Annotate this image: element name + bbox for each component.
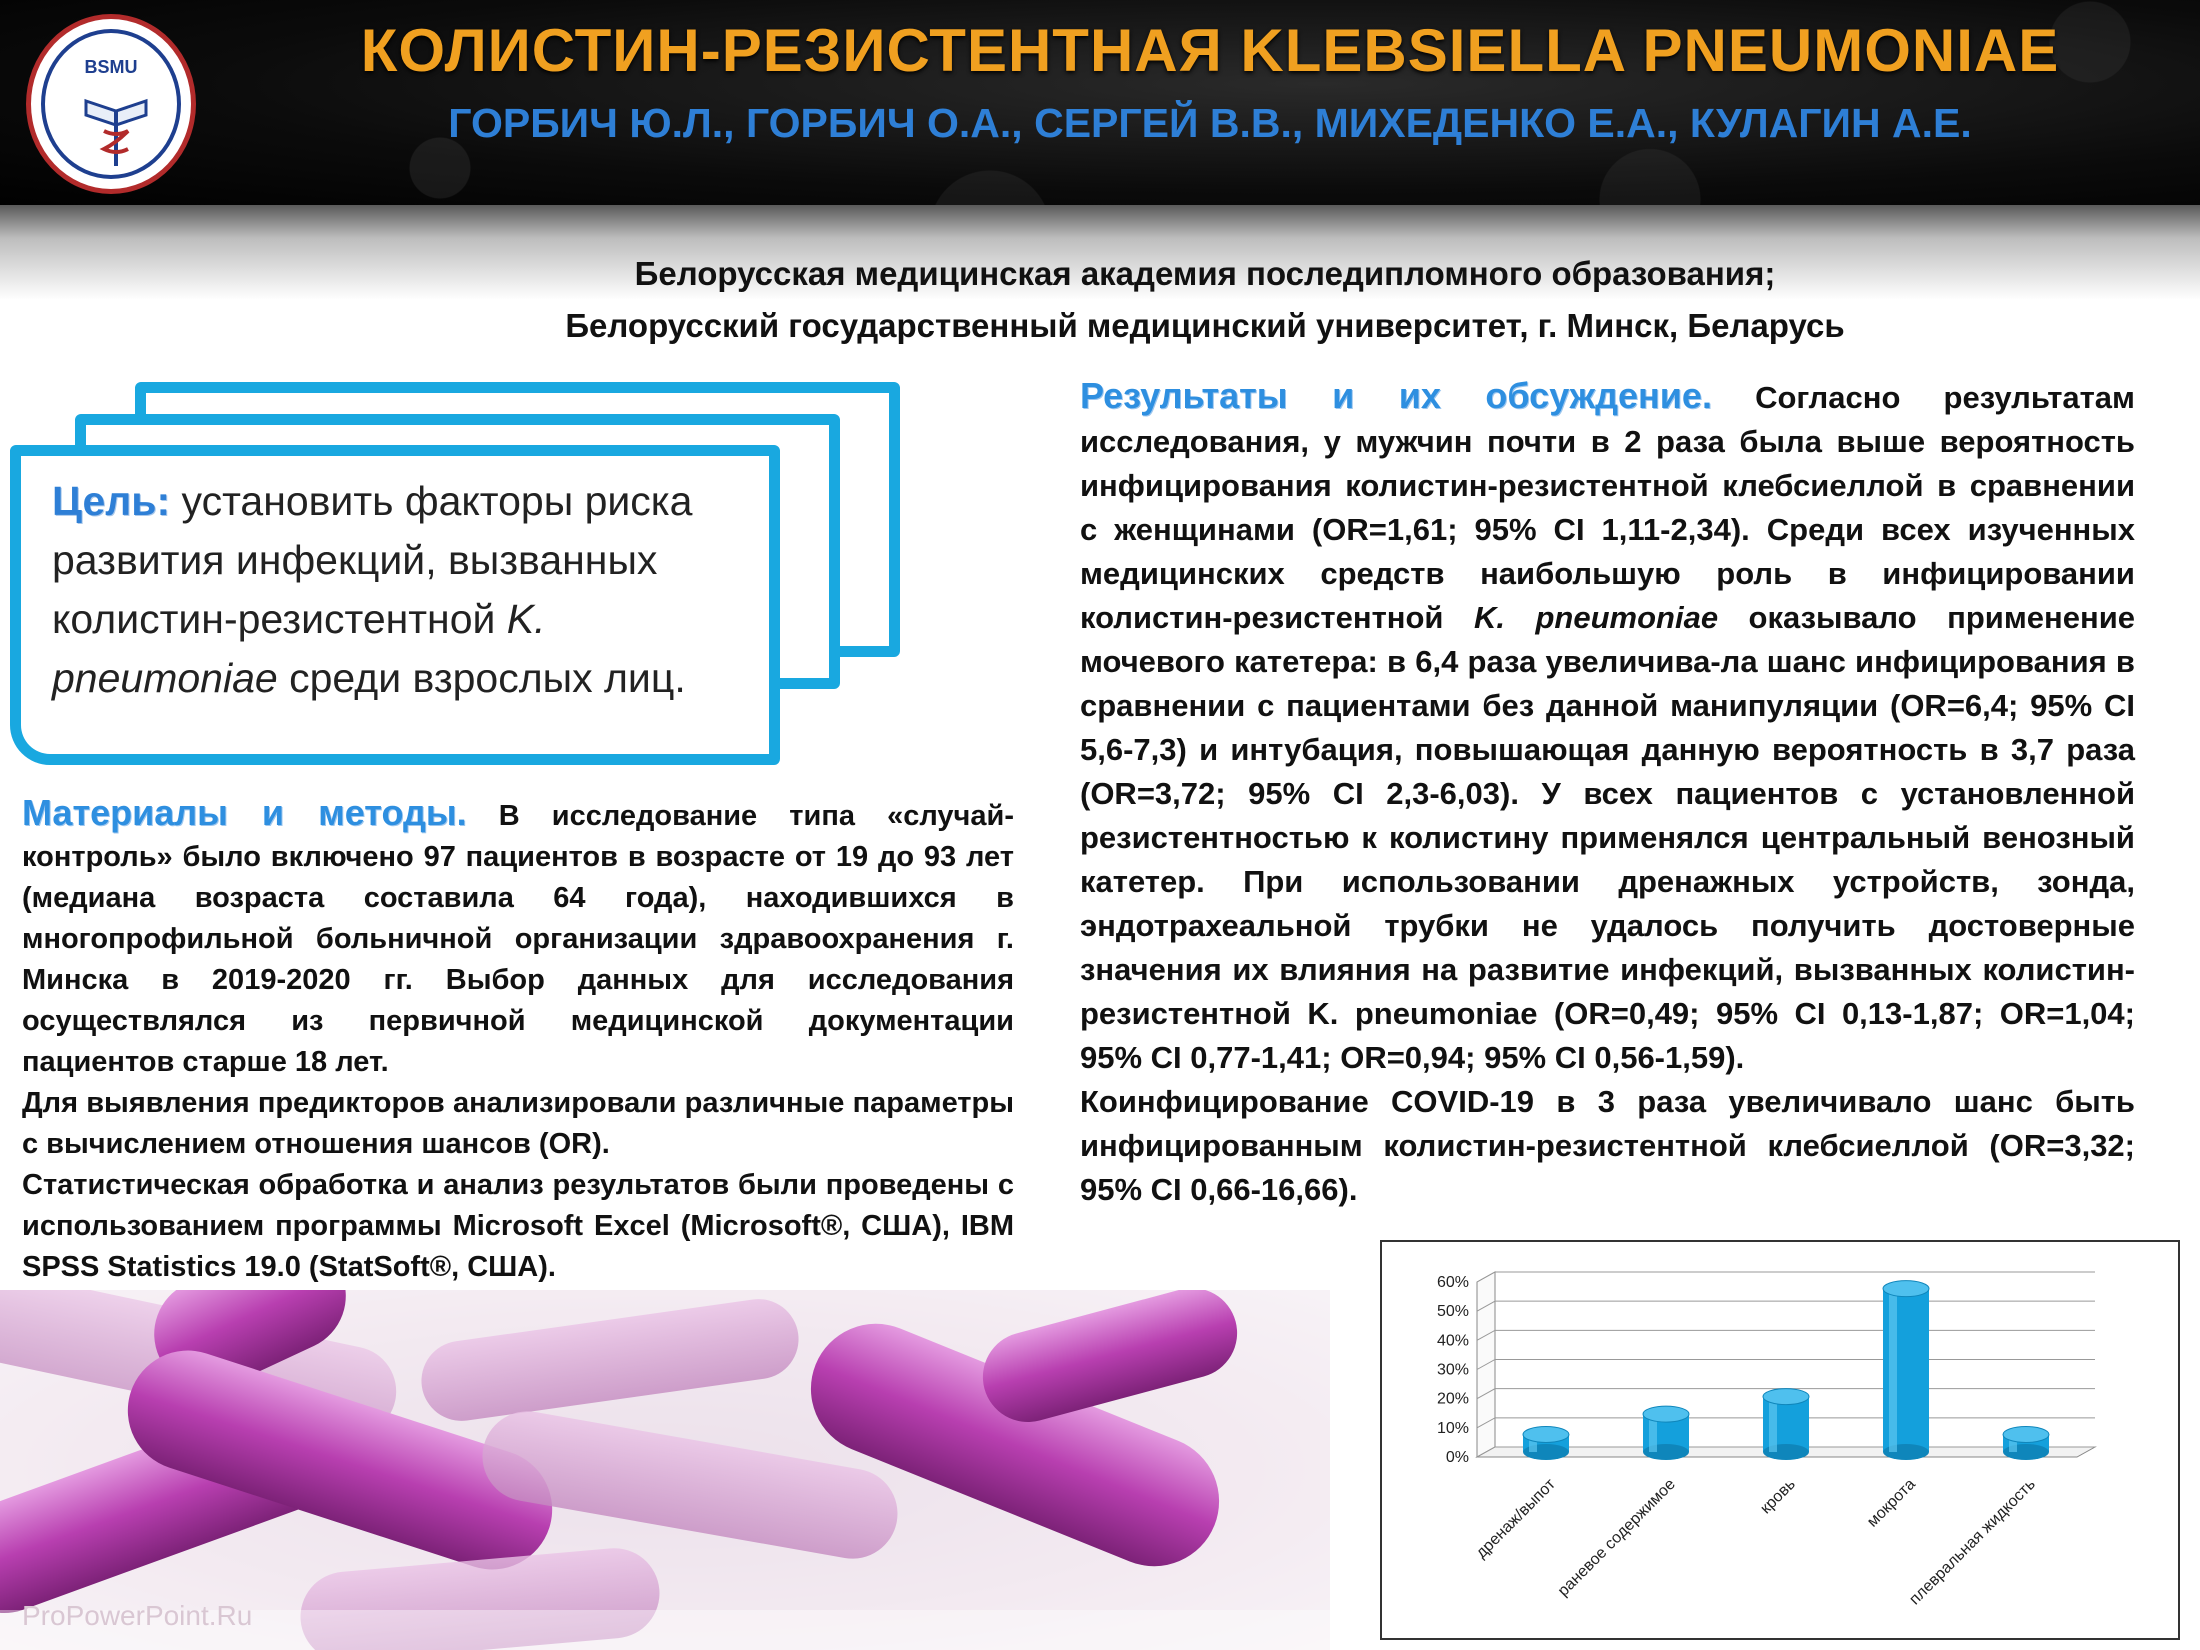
goal-label: Цель: [52, 478, 171, 524]
gridline [1477, 1301, 2095, 1311]
results-paragraph-1 [1080, 374, 2135, 1080]
results-paragraph-2: Коинфицирование COVID-19 в 3 раза увеличивало шанс быть инфицированным колистин-резистентной клебсиеллой (OR=3,32; 95% CI 0,66-16,66). [1080, 1084, 2135, 1207]
x-tick-label: плевральная жидкость [1906, 1475, 2039, 1609]
watermark: ProPowerPoint.Ru [22, 1600, 253, 1631]
logo-text: BSMU [84, 57, 138, 77]
y-tick-label: 50% [1436, 1303, 1469, 1321]
x-tick-label: мокрота [1864, 1475, 1919, 1531]
results-text-1a: Согласно результатам исследования, у мужчин почти в 2 раза была выше вероятность инфицирования колистин-резистентной клебсиеллой в сравнении с женщинами (OR=1,61; 95% CI 1,11-2,34). Среди всех изученных медицинских средств наибольшую роль в инфицировании колистин-резистентной [1080, 380, 2135, 635]
results-text-1b: оказывало применение мочевого катетера: в 6,4 раза увеличива-ла шанс инфицирования в сравнении с пациентами без данной манипуляции (OR=6,4; 95% CI 5,6-7,3) и интубация, повышающая данную вероятность в 3,7 раза (OR=3,72; 95% CI 2,3-6,03). У всех пациентов с установленной резистентностью к колистину применялся центральный венозный катетер. При использовании дренажных устройств, зонда, эндотрахеальной трубки не удалось получить достоверные значения их влияния на развитие инфекций, вызванных колистин-резистентной K. pneumoniae (OR=0,49; 95% CI 0,13-1,87; OR=1,04; 95% CI 0,77-1,41; OR=0,94; 95% CI 0,56-1,59). [1080, 600, 2135, 1075]
y-tick-label: 30% [1436, 1361, 1469, 1379]
goal-text-part-1: установить факторы риска развития инфекций, вызванных колистин-резистентной [52, 478, 693, 642]
chart-svg [1382, 1242, 2182, 1642]
bacteria-image [0, 1290, 1330, 1650]
goal-species: K. pneumoniae [52, 596, 546, 701]
x-tick-label: раневое содержимое [1554, 1475, 1679, 1600]
y-tick-label: 0% [1445, 1449, 1469, 1466]
bar-highlight [1889, 1289, 1897, 1452]
x-tick-label: дренаж/выпот [1472, 1475, 1559, 1562]
goal-text-part-2: среди взрослых лиц. [277, 655, 686, 701]
y-tick-label: 10% [1436, 1419, 1469, 1437]
results-species: K. pneumoniae [1473, 600, 1719, 635]
x-tick-label: кровь [1757, 1475, 1799, 1518]
methods-paragraph-1 [22, 792, 1014, 1083]
methods-heading: Материалы и методы. [22, 792, 467, 833]
methods-text-1: В исследование типа «случай-контроль» было включено 97 пациентов в возрасте от 19 до 93 лет (медиана возраста составила 64 года), находившихся в многопрофильной больничной организации здравоохранения г. Минска в 2019-2020 гг. Выбор данных для исследования осуществлялся из первичной медицинской документации пациентов старше 18 лет. [22, 800, 1014, 1078]
gridline [1477, 1360, 2095, 1370]
results-section [1080, 374, 2135, 1212]
bar-top [1523, 1427, 1569, 1443]
university-logo [26, 14, 196, 194]
klebsiella-illustration [0, 1290, 1330, 1650]
y-tick-label: 60% [1436, 1274, 1469, 1291]
methods-section [22, 792, 1014, 1288]
specimen-chart [1380, 1240, 2180, 1640]
results-heading: Результаты и их обсуждение. [1080, 375, 1712, 416]
methods-paragraph-2: Для выявления предикторов анализировали различные параметры с вычислением отношения шансов (OR). [22, 1087, 1014, 1160]
gridline [1477, 1330, 2095, 1340]
affiliation-line-2: Белорусский государственный медицинский университет, г. Минск, Беларусь [565, 307, 1845, 344]
gridline [1477, 1272, 2095, 1282]
poster-title: КОЛИСТИН-РЕЗИСТЕНТНАЯ KLEBSIELLA PNEUMONIAE [360, 17, 2060, 84]
bar-top [1883, 1281, 1929, 1297]
authors-line: ГОРБИЧ Ю.Л., ГОРБИЧ О.А., СЕРГЕЙ В.В., МИХЕДЕНКО Е.А., КУЛАГИН А.Е. [448, 100, 1972, 146]
methods-paragraph-3: Статистическая обработка и анализ результатов были проведены с использованием программы Microsoft Excel (Microsoft®, США), IBM SPSS Statistics 19.0 (StatSoft®, США). [22, 1169, 1014, 1283]
caduceus-icon [76, 81, 156, 171]
affiliation [330, 248, 2080, 352]
bar-top [1643, 1406, 1689, 1422]
y-tick-label: 20% [1436, 1390, 1469, 1408]
bar-top [2003, 1427, 2049, 1443]
goal-text [52, 472, 752, 708]
bar-top [1763, 1389, 1809, 1405]
bar-highlight [1769, 1397, 1777, 1452]
y-tick-label: 40% [1436, 1332, 1469, 1350]
affiliation-line-1: Белорусская медицинская академия последипломного образования; [634, 255, 1776, 292]
